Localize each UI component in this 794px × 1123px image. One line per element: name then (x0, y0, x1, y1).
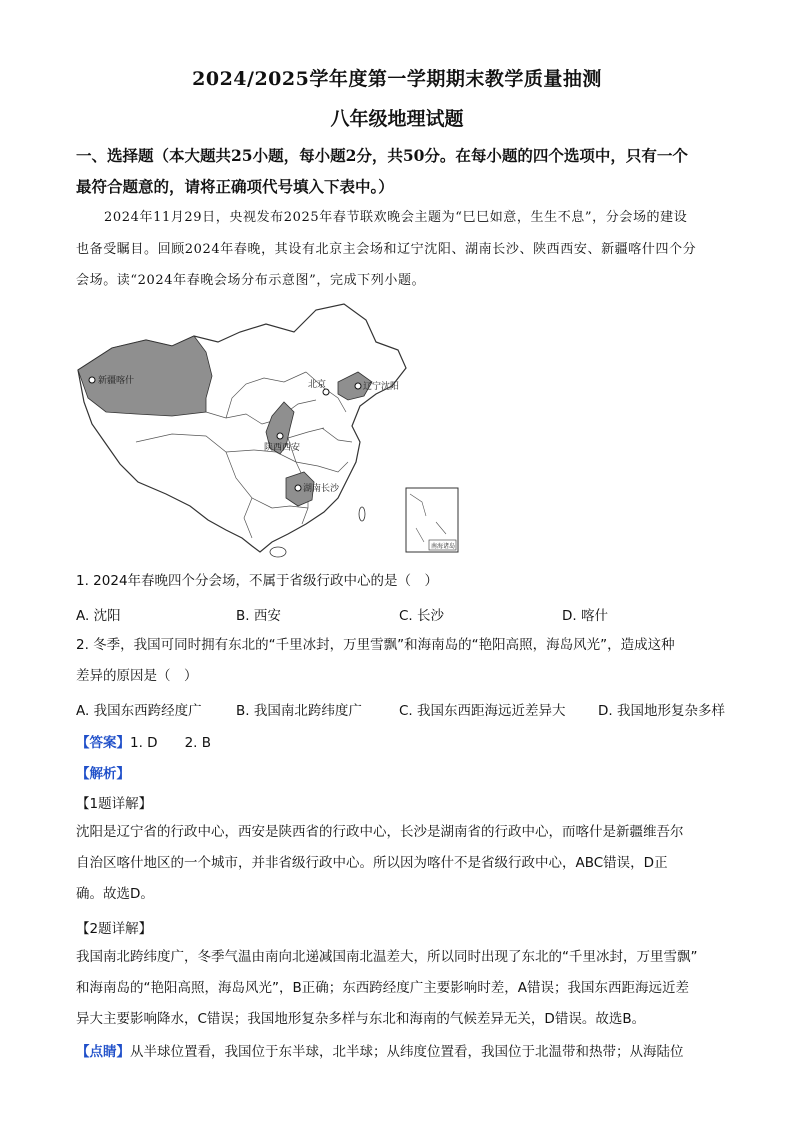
analysis-tag: 【解析】 (76, 766, 130, 782)
q1-option-a[interactable]: A. 沈阳 (76, 608, 121, 624)
tip-text: 从半球位置看，我国位于东半球，北半球；从纬度位置看，我国位于北温带和热带；从海陆位 (130, 1044, 684, 1060)
label-kashi: 新疆喀什 (98, 376, 135, 386)
analysis-line (76, 762, 130, 782)
q1-option-c[interactable]: C. 长沙 (399, 608, 445, 624)
label-beijing: 北京 (308, 380, 327, 390)
q2-option-d[interactable]: D. 我国地形复杂多样 (598, 703, 725, 719)
section-heading-line2: 最符合题意的，请将正确项代号填入下表中。） (76, 177, 394, 196)
intro-line3: 会场。读“2024年春晚会场分布示意图”，完成下列小题。 (76, 273, 426, 288)
intro-line1: 2024年11月29日，央视发布2025年春节联欢晚会主题为“巳巳如意，生生不息”，分会场的建设 (104, 210, 688, 225)
detail-2-line2: 和海南岛的“艳阳高照，海岛风光”，B正确；东西跨经度广主要影响时差，A错误；我国东西距海远近差 (76, 980, 689, 996)
label-changsha: 湖南长沙 (303, 484, 340, 494)
changsha-marker (295, 485, 301, 491)
answer-tag: 【答案】 (76, 735, 130, 751)
detail-1-line3: 确。故选D。 (76, 886, 154, 902)
shenyang-marker (355, 383, 361, 389)
intro-line2: 也备受瞩目。回顾2024年春晚，其设有北京主会场和辽宁沈阳、湖南长沙、陕西西安、新疆喀什四个分 (76, 242, 697, 257)
kashi-marker (89, 377, 95, 383)
answer-text: 1. D 2. B (130, 735, 211, 751)
detail-1-heading: 【1题详解】 (76, 796, 153, 812)
question-1-stem: 1. 2024年春晚四个分会场，不属于省级行政中心的是（ ） (76, 573, 439, 589)
mainland-outline (78, 304, 406, 552)
label-shenyang: 辽宁沈阳 (363, 382, 400, 392)
exam-subtitle: 八年级地理试题 (330, 108, 464, 130)
q2-option-b[interactable]: B. 我国南北跨纬度广 (236, 703, 362, 719)
section-heading-line1: 一、选择题（本大题共25小题，每小题2分，共50分。在每小题的四个选项中，只有一个 (76, 146, 688, 165)
hainan-island (270, 547, 286, 557)
detail-1-line1: 沈阳是辽宁省的行政中心，西安是陕西省的行政中心，长沙是湖南省的行政中心，而喀什是新疆维吾尔 (76, 824, 684, 840)
detail-2-heading: 【2题详解】 (76, 921, 153, 937)
question-1-options (76, 604, 726, 628)
taiwan-island (359, 507, 365, 521)
q2-option-a[interactable]: A. 我国东西跨经度广 (76, 703, 202, 719)
tip-tag: 【点睛】 (76, 1044, 130, 1060)
china-map-svg (76, 302, 476, 560)
label-xian: 陕西西安 (264, 443, 301, 453)
detail-2-line3: 异大主要影响降水，C错误；我国地形复杂多样与东北和海南的气候差异无关，D错误。故选B。 (76, 1011, 646, 1027)
tip-line (76, 1037, 716, 1068)
q2-option-c[interactable]: C. 我国东西距海远近差异大 (399, 703, 566, 719)
detail-1-line2: 自治区喀什地区的一个城市，并非省级行政中心。所以因为喀什不是省级行政中心，ABC错误，D正 (76, 855, 668, 871)
xian-marker (277, 433, 283, 439)
detail-2-line1: 我国南北跨纬度广，冬季气温由南向北递减国南北温差大，所以同时出现了东北的“千里冰封，万里雪飘” (76, 949, 698, 965)
question-2-stem-line1: 2. 冬季，我国可同时拥有东北的“千里冰封，万里雪飘”和海南岛的“艳阳高照，海岛风光”，造成这种 (76, 637, 675, 653)
question-2-options (76, 699, 726, 723)
question-2-stem-line2: 差异的原因是（ ） (76, 668, 198, 684)
inset-label: 南海诸岛 (431, 543, 456, 550)
answer-line (76, 731, 211, 751)
venue-distribution-map (76, 302, 476, 560)
q1-option-d[interactable]: D. 喀什 (562, 608, 608, 624)
q1-option-b[interactable]: B. 西安 (236, 608, 281, 624)
exam-title: 2024/2025学年度第一学期期末教学质量抽测 (192, 68, 602, 90)
